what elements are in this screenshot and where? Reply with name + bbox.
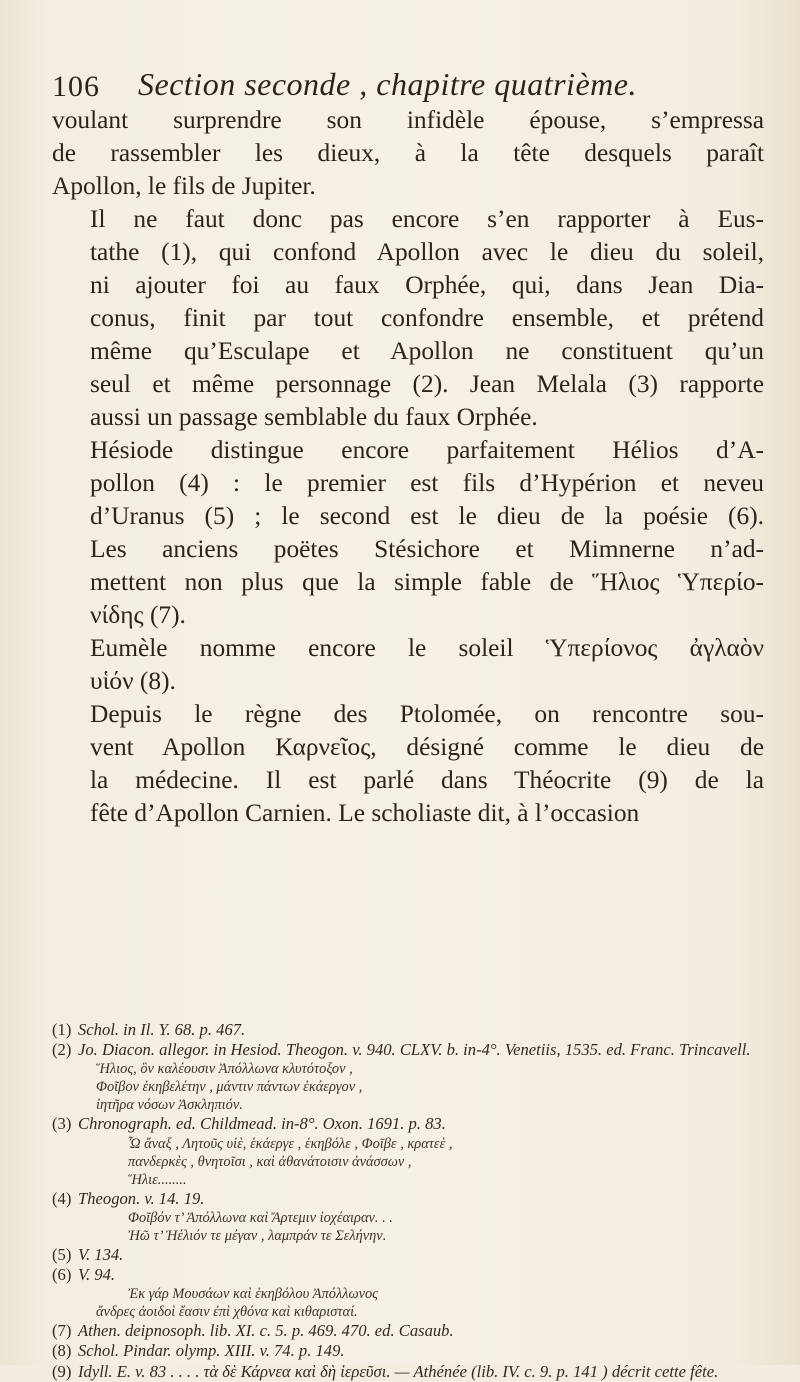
note-quotation: Ἠῶ τ’ Ἠέλιόν τε μέγαν , λαμπράν τε Σελήνην. — [128, 1227, 387, 1244]
note-quotation: ἰητῆρα νόσων Ἀσκληπιόν. — [96, 1097, 243, 1114]
text-line: la médecine. Il est parlé dans Théocrite (9) de la — [90, 766, 764, 794]
footnote-number: (8) — [52, 1341, 72, 1361]
footnotes — [52, 1020, 764, 1382]
text-line: υἱόν (8). — [90, 667, 176, 695]
text-line: Depuis le règne des Ptolomée, on rencontre sou- — [90, 700, 764, 728]
paragraph-p2 — [52, 203, 764, 434]
footnote-text: V. 134. — [78, 1244, 124, 1264]
footnote — [52, 1020, 764, 1040]
note-quotation: Ὦ ἄναξ , Λητοῦς υἱὲ, ἑκάεργε , ἑκηβόλε , Φοῖβε , κρατεὲ , — [128, 1135, 453, 1152]
footnote-number: (3) — [52, 1114, 72, 1134]
paragraph-p5 — [52, 698, 764, 830]
text-line: Il ne faut donc pas encore s’en rapporter à Eus- — [90, 205, 764, 233]
footnote — [52, 1189, 764, 1209]
footnote-number: (7) — [52, 1321, 72, 1341]
text-line: Eumèle nomme encore le soleil Ὑπερίονος ἀγλαὸν — [90, 634, 764, 662]
text-line: pollon (4) : le premier est fils d’Hypérion et neveu — [90, 469, 764, 497]
footnote-number: (9) — [52, 1361, 72, 1381]
note-quotation: ἄνδρες ἀοιδοὶ ἔασιν ἐπὶ χθόνα καὶ κιθαρισταί. — [96, 1304, 358, 1321]
footnote — [52, 1321, 764, 1341]
footnote — [52, 1265, 764, 1285]
footnote-text: Chronograph. ed. Childmead. in-8°. Oxon. 1691. p. 83. — [78, 1114, 446, 1134]
footnote-text: Theogon. v. 14. 19. — [78, 1188, 205, 1208]
footnote — [52, 1040, 764, 1060]
page-header — [52, 66, 772, 106]
note-quotation: πανδερκὲς , θνητοῖσι , καὶ ἀθανάτοισιν ἀνάσσων , — [128, 1153, 412, 1170]
footnote-text: V. 94. — [78, 1265, 116, 1285]
running-head: Section seconde , chapitre quatrième. — [138, 66, 637, 102]
text-line: fête d’Apollon Carnien. Le scholiaste dit, à l’occasion — [90, 799, 640, 827]
text-line: même qu’Esculape et Apollon ne constituent qu’un — [90, 337, 764, 365]
text-line: mettent non plus que la simple fable de Ἥλιος Ὑπερίο- — [90, 568, 764, 596]
text-line: de rassembler les dieux, à la tête desquels paraît — [52, 139, 764, 167]
text-line: d’Uranus (5) ; le second est le dieu de la poésie (6). — [90, 502, 764, 530]
footnote-text: Schol. Pindar. olymp. XIII. v. 74. p. 149. — [78, 1341, 345, 1361]
page-number: 106 — [52, 70, 100, 103]
text-line: conus, finit par tout confondre ensemble, et prétend — [90, 304, 764, 332]
paragraph-p4 — [52, 632, 764, 698]
text-line: ni ajouter foi au faux Orphée, qui, dans Jean Dia- — [90, 271, 764, 299]
text-line: Hésiode distingue encore parfaitement Hélios d’A- — [90, 436, 764, 464]
footnote-number: (2) — [52, 1040, 72, 1060]
footnote — [52, 1245, 764, 1265]
text-line: seul et même personnage (2). Jean Melala (3) rapporte — [90, 370, 764, 398]
text-line: Apollon, le fils de Jupiter. — [52, 172, 316, 200]
footnote — [52, 1341, 764, 1361]
footnote — [52, 1114, 764, 1134]
footnote-text: Schol. in Il. Υ. 68. p. 467. — [78, 1020, 246, 1039]
footnote-text: Idyll. E. v. 83 . . . . τὰ δὲ Κάρνεα καὶ δὴ ἱερεῦσι. — Athénée (lib. IV. c. 9. p. 141 ) décrit cette fête. — [78, 1361, 719, 1381]
text-line: voulant surprendre son infidèle épouse, s’empressa — [52, 106, 764, 134]
footnote-number: (1) — [52, 1020, 72, 1039]
text-line: Les anciens poëtes Stésichore et Mimnerne n’ad- — [90, 535, 764, 563]
text-line: vent Apollon Καρνεῖος, désigné comme le dieu de — [90, 733, 764, 761]
footnote-text: Athen. deipnosoph. lib. XI. c. 5. p. 469. 470. ed. Casaub. — [78, 1321, 454, 1341]
footnote-number: (4) — [52, 1188, 72, 1208]
note-quotation: Ἐκ γάρ Μουσάων καὶ ἑκηβόλου Ἀπόλλωνος — [128, 1286, 379, 1303]
text-line: tathe (1), qui confond Apollon avec le dieu du soleil, — [90, 238, 764, 266]
footnote-text: Jo. Diacon. allegor. in Hesiod. Theogon. v. 940. CLXV. b. in-4°. Venetiis, 1535. ed. Franc. Trincavell. — [78, 1040, 751, 1060]
footnote-number: (5) — [52, 1244, 72, 1264]
paragraph-p3 — [52, 434, 764, 632]
paragraph-p1 — [52, 104, 764, 203]
main-text — [52, 104, 764, 830]
text-line: νίδης (7). — [90, 601, 186, 629]
note-quotation: Ἥλιε........ — [128, 1171, 187, 1188]
note-quotation: Φοῖβον ἑκηβελέτην , μάντιν πάντων ἑκάεργον , — [96, 1079, 363, 1096]
footnote-number: (6) — [52, 1265, 72, 1285]
note-quotation: Φοῖβόν τ’ Ἀπόλλωνα καὶ Ἄρτεμιν ἰοχέαιραν. . . — [128, 1209, 393, 1226]
text-line: aussi un passage semblable du faux Orphée. — [90, 403, 538, 431]
note-quotation: Ἥλιος, ὃν καλέουσιν Ἀπόλλωνα κλυτότοξον , — [96, 1061, 353, 1078]
